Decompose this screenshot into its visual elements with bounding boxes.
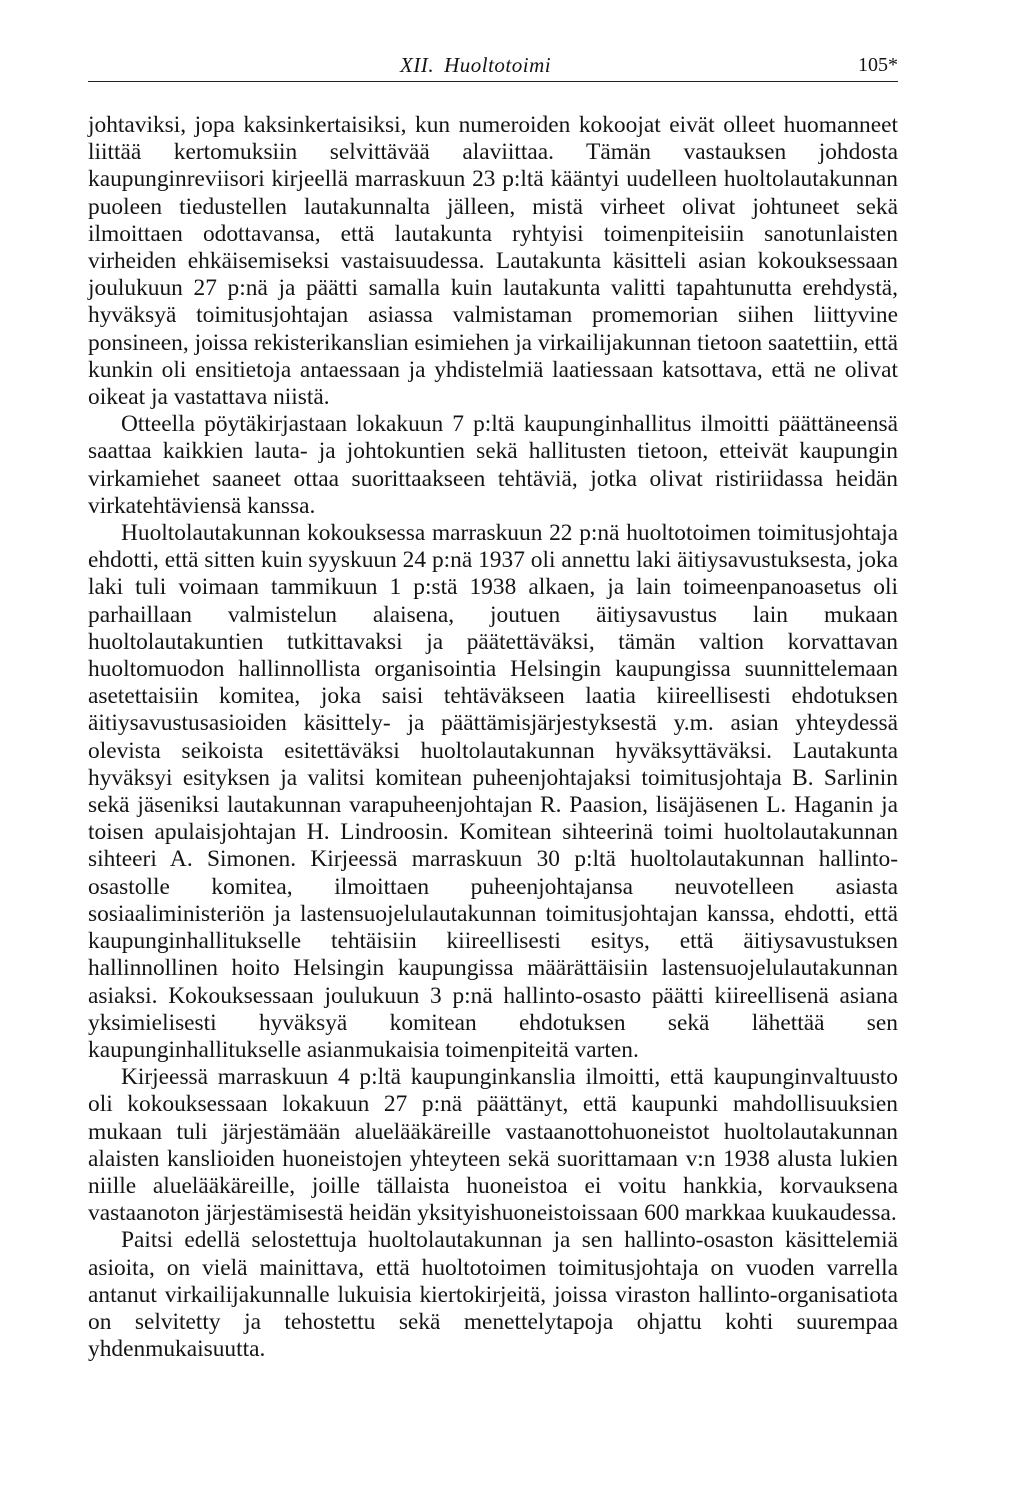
paragraph: Kirjeessä marraskuun 4 p:ltä kaupunginkanslia ilmoitti, että kaupunginvaltuusto oli kokouksessaan lokakuun 27 p:nä päättänyt, että kaupunki mahdollisuuksien mukaan tuli järjestämään aluelääkäreille vastaanottohuoneistot huoltolautakunnan alaisten kanslioiden huoneistojen yhteyteen sekä suorittamaan v:n 1938 alusta lukien niille aluelääkäreille, joille tällaista huoneistoa ei voitu hankkia, korvauksena vastaanoton järjestämisestä heidän yksityishuoneistoissaan 600 markkaa kuukaudessa.: [88, 1064, 898, 1227]
chapter-title: Huoltotoimi: [444, 53, 552, 77]
paragraph: Paitsi edellä selostettuja huoltolautakunnan ja sen hallinto-osaston käsittelemiä asioita, on vielä mainittava, että huoltotoimen toimitusjohtaja on vuoden varrella antanut virkailijakunnalle lukuisia kiertokirjeitä, joissa viraston hallinto-organisatiota on selvitetty ja tehostettu sekä menettelytapoja ohjattu kohti suurempaa yhdenmukaisuutta.: [88, 1227, 898, 1363]
paragraph-continuation: johtaviksi, jopa kaksinkertaisiksi, kun numeroiden kokoojat eivät olleet huomanneet liittää kertomuksiin selvittävää alaviittaa. Tämän vastauksen johdosta kaupunginreviisori kirjeellä marraskuun 23 p:ltä kääntyi uudelleen huoltolautakunnan puoleen tiedustellen lautakunnalta jälleen, mistä virheet olivat johtuneet sekä ilmoittaen odottavansa, että lautakunta ryhtyisi toimenpiteisiin sanotunlaisten virheiden ehkäisemiseksi vastaisuudessa. Lautakunta käsitteli asian kokouksessaan joulukuun 27 p:nä ja päätti samalla kuin lautakunta valitti tapahtunutta erehdystä, hyväksyä toimitusjohtajan asiassa valmistaman promemorian siihen liittyvine ponsineen, joissa rekisterikanslian esimiehen ja virkailijakunnan tietoon saatettiin, että kunkin oli ensitietoja antaessaan ja yhdistelmiä laatiessaan katsottava, että ne olivat oikeat ja vastattava niistä.: [88, 112, 898, 411]
document-page: [88, 50, 898, 1363]
body-text: [88, 112, 898, 1363]
paragraph: Otteella pöytäkirjastaan lokakuun 7 p:ltä kaupunginhallitus ilmoitti päättäneensä saattaa kaikkien lauta- ja johtokuntien sekä hallitusten tietoon, etteivät kaupungin virkamiehet saaneet ottaa suorittaakseen tehtäviä, jotka olivat ristiriidassa heidän virkatehtäviensä kanssa.: [88, 411, 898, 519]
page-number: 105*: [858, 54, 898, 76]
running-header: [88, 50, 898, 80]
header-rule: [88, 81, 898, 82]
chapter-number: XII.: [400, 53, 435, 77]
paragraph: Huoltolautakunnan kokouksessa marraskuun 22 p:nä huoltotoimen toimitusjohtaja ehdotti, että sitten kuin syyskuun 24 p:nä 1937 oli annettu laki äitiysavustuksesta, joka laki tuli voimaan tammikuun 1 p:stä 1938 alkaen, ja lain toimeenpanoasetus oli parhaillaan valmistelun alaisena, joutuen äitiysavustus lain mukaan huoltolautakuntien tutkittavaksi ja päätettäväksi, tämän valtion korvattavan huoltomuodon hallinnollista organisointia Helsingin kaupungissa suunnittelemaan asetettaisiin komitea, joka saisi tehtäväkseen laatia kiireellisesti ehdotuksen äitiysavustusasioiden käsittely- ja päättämisjärjestyksestä y.m. asian yhteydessä olevista seikoista esitettäväksi huoltolautakunnan hyväksyttäväksi. Lautakunta hyväksyi esityksen ja valitsi komitean puheenjohtajaksi toimitusjohtaja B. Sarlinin sekä jäseniksi lautakunnan varapuheenjohtajan R. Paasion, lisäjäsenen L. Haganin ja toisen apulaisjohtajan H. Lindroosin. Komitean sihteerinä toimi huoltolautakunnan sihteeri A. Simonen. Kirjeessä marraskuun 30 p:ltä huoltolautakunnan hallinto-osastolle komitea, ilmoittaen puheenjohtajansa neuvotelleen asiasta sosiaaliministeriön ja lastensuojelulautakunnan toimitusjohtajan kanssa, ehdotti, että kaupunginhallitukselle tehtäisiin kiireellisesti esitys, että äitiysavustuksen hallinnollinen hoito Helsingin kaupungissa määrättäisiin lastensuojelulautakunnan asiaksi. Kokouksessaan joulukuun 3 p:nä hallinto-osasto päätti kiireellisenä asiana yksimielisesti hyväksyä komitean ehdotuksen sekä lähettää sen kaupunginhallitukselle asianmukaisia toimenpiteitä varten.: [88, 520, 898, 1063]
chapter-heading: [400, 50, 551, 80]
